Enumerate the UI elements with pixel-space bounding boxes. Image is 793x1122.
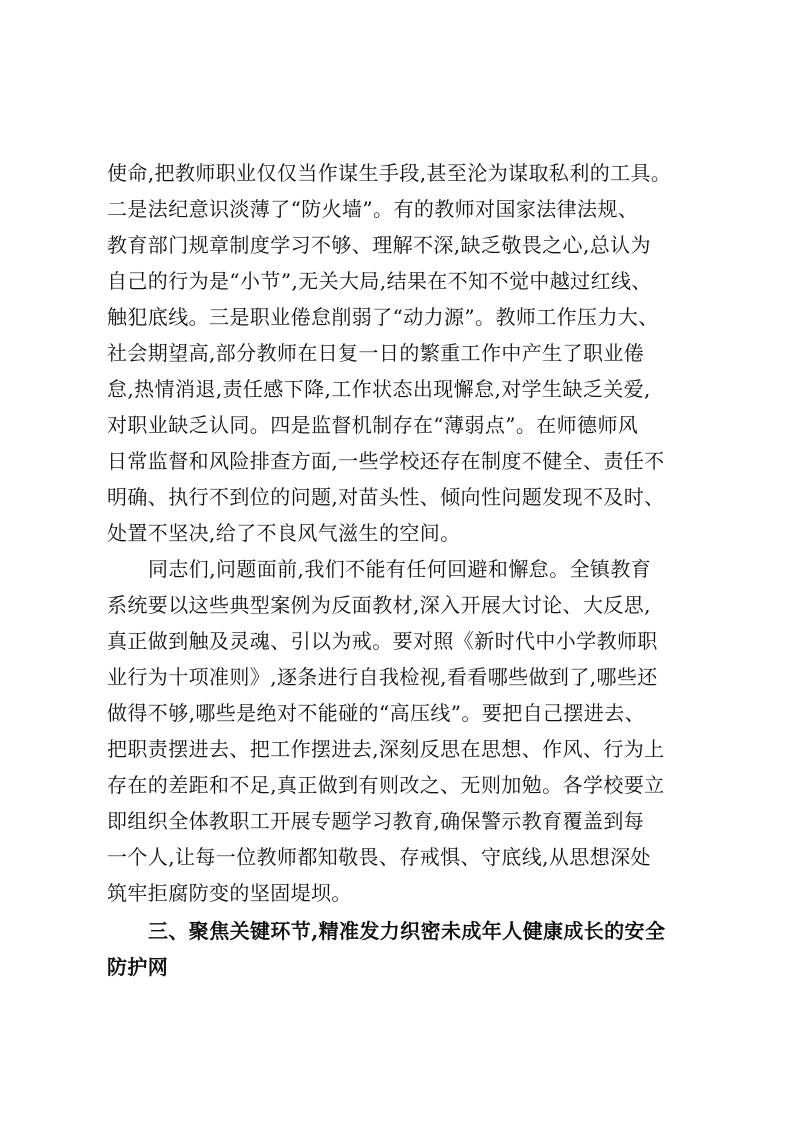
- paragraph-line: 教育部门规章制度学习不够、理解不深,缺乏敬畏之心,总认为: [107, 233, 651, 257]
- paragraph-line: 对职业缺乏认同。四是监督机制存在“薄弱点”。在师德师风: [107, 413, 639, 437]
- paragraph-line: 日常监督和风险排查方面,一些学校还存在制度不健全、责任不: [107, 449, 665, 473]
- paragraph-line: 做得不够,哪些是绝对不能碰的“高压线”。要把自己摆进去、: [107, 701, 646, 725]
- paragraph-line: 一个人,让每一位教师都知敬畏、存戒惧、守底线,从思想深处: [107, 845, 651, 869]
- paragraph-line: 使命,把教师职业仅仅当作谋生手段,甚至沦为谋取私利的工具。: [107, 161, 672, 185]
- paragraph-line: 真正做到触及灵魂、引以为戒。要对照《新时代中小学教师职: [107, 629, 658, 653]
- heading-line: 三、聚焦关键环节,精准发力织密未成年人健康成长的安全: [148, 919, 666, 943]
- paragraph-line: 存在的差距和不足,真正做到有则改之、无则加勉。各学校要立: [107, 773, 665, 797]
- heading-line: 防护网: [107, 955, 169, 979]
- paragraph-line: 筑牢拒腐防变的坚固堤坝。: [107, 881, 352, 905]
- paragraph-line: 系统要以这些典型案例为反面教材,深入开展大讨论、大反思,: [107, 593, 651, 617]
- paragraph-line: 明确、执行不到位的问题,对苗头性、倾向性问题发现不及时、: [107, 485, 665, 509]
- paragraph-line: 二是法纪意识淡薄了“防火墙”。有的教师对国家法律法规、: [107, 197, 639, 221]
- paragraph-line: 同志们,问题面前,我们不能有任何回避和懈怠。全镇教育: [148, 557, 652, 581]
- paragraph-line: 触犯底线。三是职业倦怠削弱了“动力源”。教师工作压力大、: [107, 305, 659, 329]
- paragraph-line: 怠,热情消退,责任感下降,工作状态出现懈怠,对学生缺乏关爱,: [107, 377, 651, 401]
- paragraph-line: 处置不坚决,给了不良风气滋生的空间。: [107, 521, 461, 545]
- paragraph-line: 自己的行为是“小节”,无关大局,结果在不知不觉中越过红线、: [107, 269, 652, 293]
- paragraph-line: 把职责摆进去、把工作摆进去,深刻反思在思想、作风、行为上: [107, 737, 665, 761]
- paragraph-line: 业行为十项准则》,逐条进行自我检视,看看哪些做到了,哪些还: [107, 665, 658, 689]
- paragraph-line: 社会期望高,部分教师在日复一日的繁重工作中产生了职业倦: [107, 341, 645, 365]
- paragraph-line: 即组织全体教职工开展专题学习教育,确保警示教育覆盖到每: [107, 809, 645, 833]
